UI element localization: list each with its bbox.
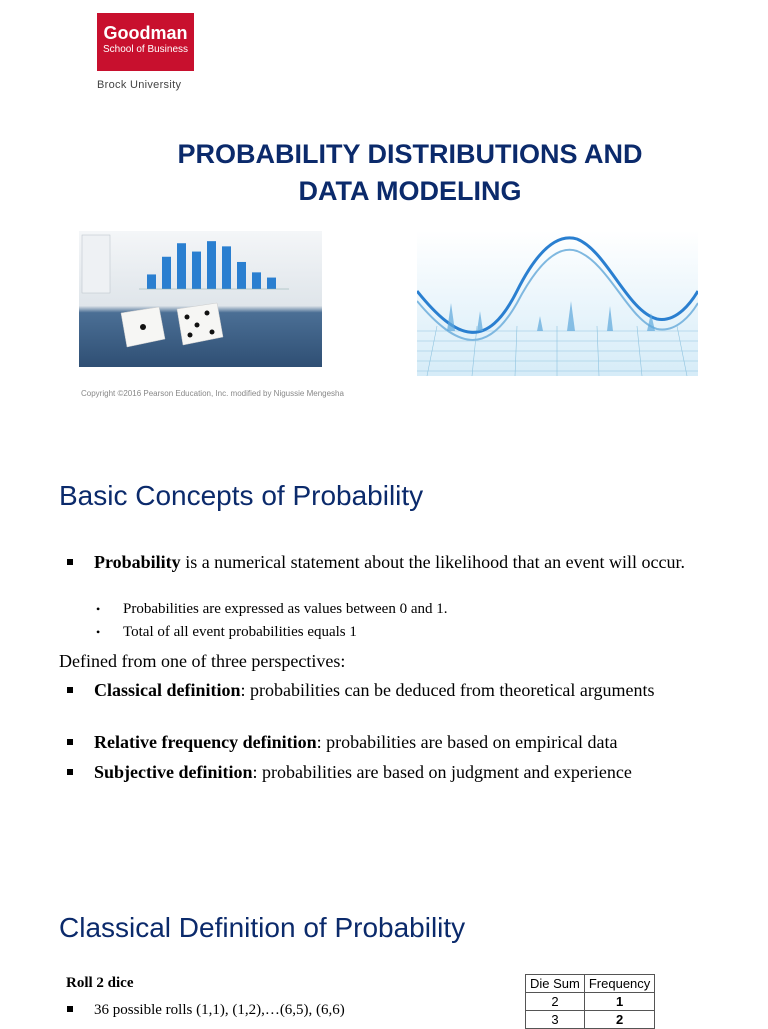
bullet-dot-icon: • [96, 625, 101, 639]
bullet-dot-icon: • [96, 602, 101, 616]
bullet-relative-frequency [94, 731, 734, 753]
bullet-possible-rolls [94, 1000, 345, 1020]
bullet-square-icon [67, 739, 73, 745]
chart-bar [192, 252, 201, 289]
text-relative-frequency: : probabilities are based on empirical data [316, 732, 618, 752]
logo-line2: School of Business [102, 44, 189, 55]
section1-heading: Basic Concepts of Probability [59, 480, 424, 511]
text-classical: : probabilities can be deduced from theoretical arguments [240, 680, 655, 700]
chart-bar [207, 241, 216, 289]
copyright-text: Copyright ©2016 Pearson Education, Inc. modified by Nigussie Mengesha [81, 389, 344, 398]
university-name: Brock University [97, 79, 182, 91]
table-header: Frequency [584, 975, 654, 993]
term-probability: Probability [94, 552, 181, 572]
chart-bar [177, 243, 186, 289]
bullet-square-icon [67, 687, 73, 693]
sub-bullet-2 [96, 622, 357, 642]
perspectives-intro: Defined from one of three perspectives: [59, 651, 346, 671]
text-probability: is a numerical statement about the likelihood that an event will occur. [180, 552, 686, 572]
sub1-text: Probabilities are expressed as values between 0 and 1. [123, 601, 448, 617]
table-row [526, 993, 655, 1011]
bullet-classical [94, 679, 694, 701]
page-title [100, 136, 720, 210]
section2-heading: Classical Definition of Probability [59, 912, 466, 943]
table-row [526, 1011, 655, 1029]
table-cell: 1 [584, 993, 654, 1011]
chart-bar [162, 257, 171, 289]
chart-bar [252, 272, 261, 289]
possible-rolls-text: 36 possible rolls (1,1), (1,2),…(6,5), (6,6) [94, 1002, 345, 1018]
sub2-text: Total of all event probabilities equals 1 [123, 624, 357, 640]
title-line2: DATA MODELING [298, 176, 522, 206]
bell-curve-image [417, 231, 698, 376]
bullet-square-icon [67, 1006, 73, 1012]
bullet-subjective [94, 761, 654, 783]
title-line1: PROBABILITY DISTRIBUTIONS AND [177, 139, 643, 169]
table-header-row [526, 975, 655, 993]
dice-sum-table [525, 974, 655, 1029]
section2-subheading: Roll 2 dice [66, 975, 134, 991]
bullet-probability [94, 551, 714, 573]
table-header: Die Sum [526, 975, 585, 993]
dice-chart-image [79, 231, 322, 367]
chart-bar [267, 278, 276, 289]
table-cell: 3 [526, 1011, 585, 1029]
term-subjective: Subjective definition [94, 762, 253, 782]
table-cell: 2 [584, 1011, 654, 1029]
term-classical: Classical definition [94, 680, 241, 700]
goodman-logo [97, 13, 194, 71]
bullet-square-icon [67, 769, 73, 775]
logo-line1: Goodman [103, 23, 188, 43]
chart-bar [222, 246, 231, 289]
table-cell: 2 [526, 993, 585, 1011]
text-subjective: : probabilities are based on judgment and experience [252, 762, 632, 782]
chart-bar [237, 262, 246, 289]
chart-bar [147, 274, 156, 289]
sub-bullet-1 [96, 599, 448, 619]
bullet-square-icon [67, 559, 73, 565]
term-relative-frequency: Relative frequency definition [94, 732, 317, 752]
